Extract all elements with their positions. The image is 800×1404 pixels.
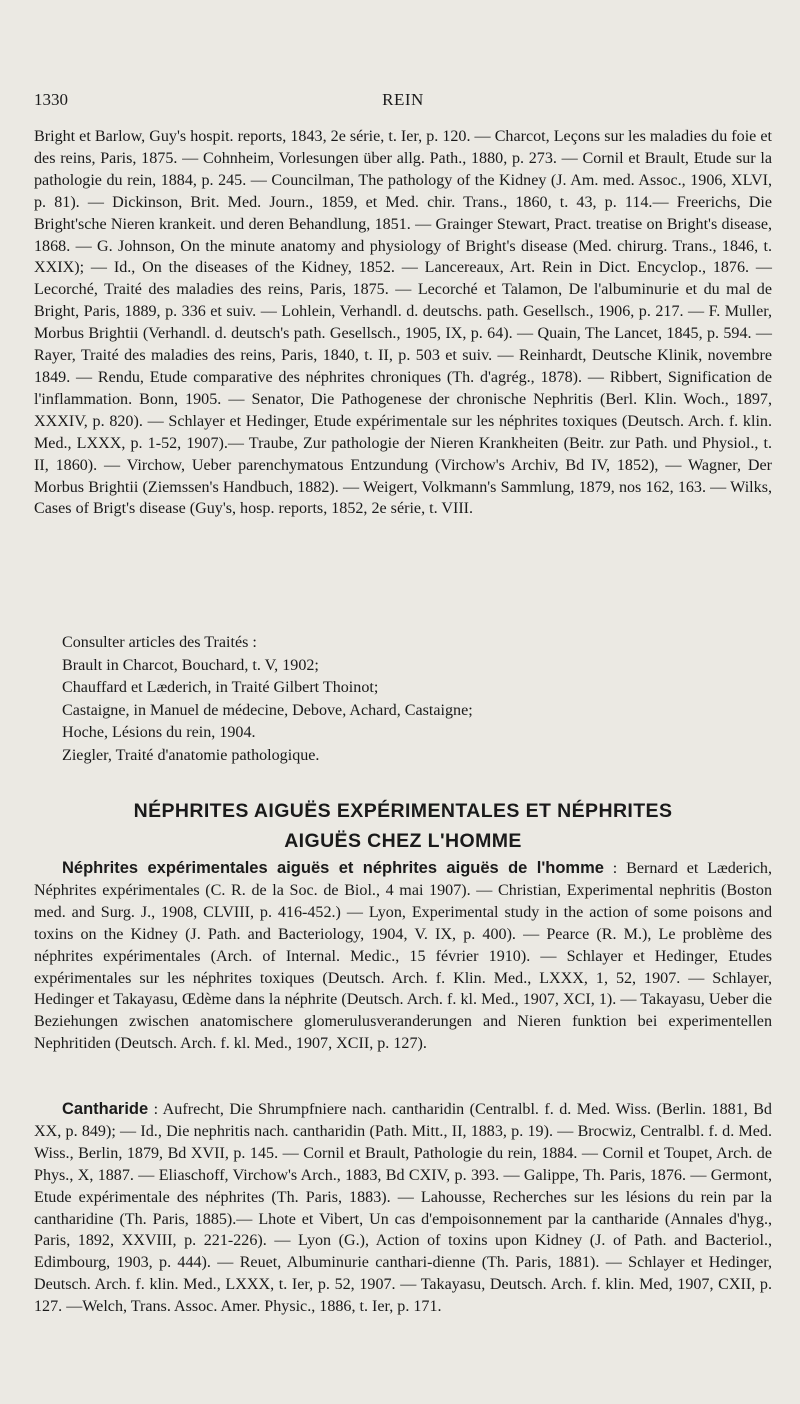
paragraph-body: : Aufrecht, Die Shrumpfniere nach. cantharidin (Centralbl. f. d. Med. Wiss. (Berlin. 1881, Bd XX, p. 849); — Id., Die nephritis nach. cantharidin (Path. Mitt., II, 1883, p. 19). — Brocwiz, Centralbl. f. d. Med. Wiss., Berlin, 1879, Bd XVII, p. 145. — Cornil et Brault, Pathologie du rein, 1884. — Cornil et Toupet, Arch. de Phys., X, 1887. — Eliaschoff, Virchow's Arch., 1883, Bd CXIV, p. 393. — Galippe, Th. Paris, 1876. — Germont, Etude expérimentale des néphrites (Th. Paris, 1883). — Lahousse, Recherches sur les lésions du rein par la cantharidine (Th. Paris, 1885).— Lhote et Vibert, Un cas d'empoisonnement par la cantharide (Annales d'hyg., Paris, 1892, XXVIII, p. 221-226). — Lyon (G.), Action of toxins upon Kidney (J. of Path. and Bacteriol., Edimbourg, 1903, p. 444). — Reuet, Albuminurie canthari-dienne (Th. Paris, 1881). — Schlayer et Hedinger, Deutsch. Arch. f. klin. Med., LXXX, t. Ier, p. 52, 1907. — Takayasu, Deutsch. Arch. f. klin. Med, 1907, CXII, p. 127. —Welch, Trans. Assoc. Amer. Physic., 1886, t. Ier, p. 171. — [34, 1101, 772, 1316]
consult-intro: Consulter articles des Traités : — [62, 634, 257, 651]
consult-line: Brault in Charcot, Bouchard, t. V, 1902; — [62, 656, 319, 674]
paragraph-lead: Cantharide — [62, 1100, 149, 1118]
cantharide-paragraph — [34, 1099, 772, 1318]
running-title: REIN — [382, 90, 424, 109]
bibliography-paragraph: Bright et Barlow, Guy's hospit. reports, 1843, 2e série, t. Ier, p. 120. — Charcot, Leçons sur les maladies du foie et des reins, Paris, 1875. — Cohnheim, Vorlesungen über allg. Path., 1880, p. 273. — Cornil et Brault, Etude sur la pathologie du rein, 1884, p. 245. — Councilman, The pathology of the Kidney (J. Am. med. Assoc., 1906, XLVI, p. 81). — Dickinson, Brit. Med. Journ., 1859, et Med. chir. Trans., 1860, t. 43, p. 114.— Freerichs, Die Bright'sche Nieren krankeit. und deren Behandlung, 1851. — Grainger Stewart, Pract. treatise on Bright's disease, 1868. — G. Johnson, On the minute anatomy and physiology of Bright's disease (Med. chirurg. Trans., 1846, t. XXIX); — Id., On the diseases of the Kidney, 1852. — Lancereaux, Art. Rein in Dict. Encyclop., 1876. — Lecorché, Traité des maladies des reins, Paris, 1875. — Lecorché et Talamon, De l'albuminurie et du mal de Bright, Paris, 1889, p. 336 et suiv. — Lohlein, Verhandl. d. deutschs. path. Gesellsch., 1906, p. 217. — F. Muller, Morbus Brightii (Verhandl. d. deutsch's path. Gesellsch., 1905, IX, p. 64). — Quain, The Lancet, 1845, p. 594. — Rayer, Traité des maladies des reins, Paris, 1840, t. II, p. 503 et suiv. — Reinhardt, Deutsche Klinik, novembre 1849. — Rendu, Etude comparative des néphrites chroniques (Th. d'agrég., 1878). — Ribbert, Signification de l'inflammation. Bonn, 1905. — Senator, Die Pathogenese der chronische Nephritis (Berl. Klin. Woch., 1897, XXXIV, p. 820). — Schlayer et Hedinger, Etude expérimentale sur les néphrites toxiques (Deutsch. Arch. f. klin. Med., LXXX, p. 1-52, 1907).— Traube, Zur pathologie der Nieren Krankheiten (Beitr. zur Path. und Physiol., t. II, 1860). — Virchow, Ueber parenchymatous Entzundung (Virchow's Archiv, Bd IV, 1852), — Wagner, Der Morbus Brightii (Ziemssen's Handbuch, 1882). — Weigert, Volkmann's Sammlung, 1879, nos 162, 163. — Wilks, Cases of Brigt's disease (Guy's, hosp. reports, 1852, 2e série, t. VIII. — [34, 128, 772, 518]
paragraph-lead: Néphrites expérimentales aiguës et néphrites aiguës de l'homme — [62, 859, 604, 877]
section-heading — [34, 796, 772, 856]
paragraph-body: : Bernard et Læderich, Néphrites expérimentales (C. R. de la Soc. de Biol., 4 mai 1907). — Christian, Experimental nephritis (Boston med. and Surg. J., 1908, CLVIII, p. 416-452.) — Lyon, Experimental study in the action of some poisons and toxins on the Kidney (J. Path. and Bacteriology, 1904, V. IX, p. 400). — Pearce (R. M.), Le problème des néphrites expérimentales (Arch. of Internal. Medic., 15 février 1910). — Schlayer et Hedinger, Etudes expérimentales sur les néphrites toxiques (Deutsch. Arch. f. Klin. Med., LXXX, 1, 52, 1907. — Schlayer, Hedinger et Takayasu, Œdème dans la néphrite (Deutsch. Arch. f. kl. Med., 1907, XCI, 1). — Takayasu, Ueber die Beziehungen zwischen anatomischere glomerulusveranderungen and Nieren funktion bei experimentellen Nephritiden (Deutsch. Arch. f. kl. Med., 1907, XCII, p. 127). — [34, 860, 772, 1053]
consult-line: Castaigne, in Manuel de médecine, Debove, Achard, Castaigne; — [62, 701, 473, 719]
consult-line: Hoche, Lésions du rein, 1904. — [62, 724, 256, 741]
consult-list — [62, 632, 772, 767]
page-header — [34, 90, 772, 114]
section-heading-line: AIGUËS CHEZ L'HOMME — [284, 830, 522, 852]
section-heading-line: NÉPHRITES AIGUËS EXPÉRIMENTALES ET NÉPHRITES — [133, 800, 673, 822]
consult-line: Chauffard et Læderich, in Traité Gilbert Thoinot; — [62, 679, 379, 696]
consult-line: Ziegler, Traité d'anatomie pathologique. — [62, 746, 320, 764]
experimental-nephritis-paragraph — [34, 858, 772, 1055]
page-number: 1330 — [34, 90, 68, 109]
